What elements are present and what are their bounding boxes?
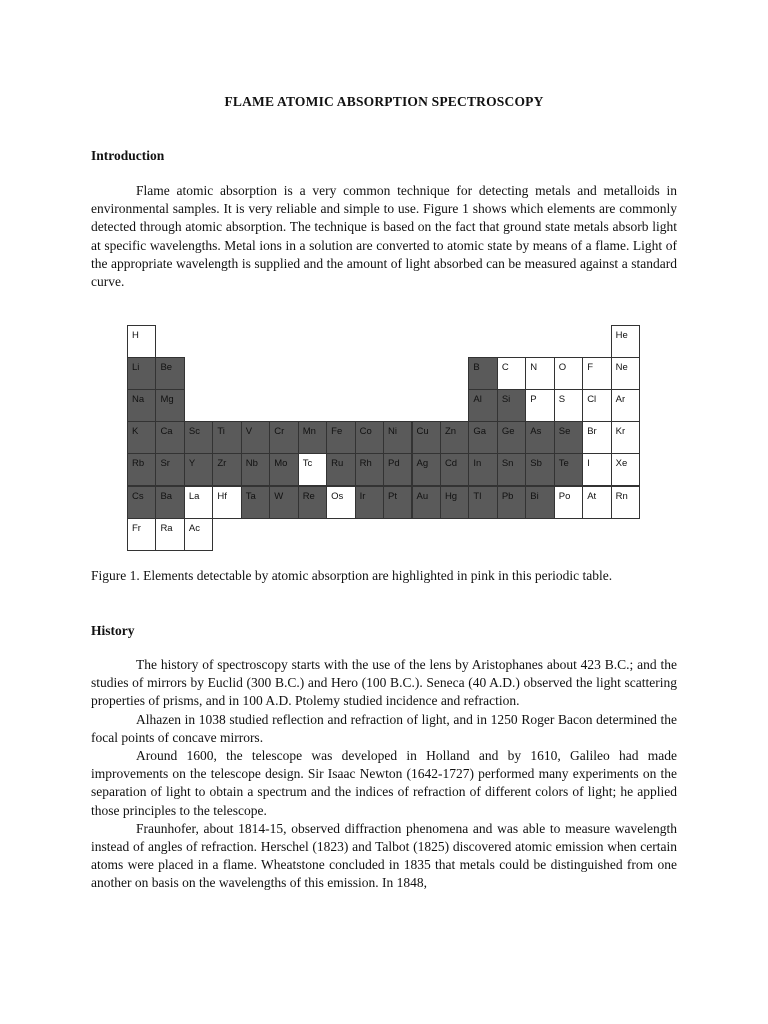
element-cell-be: Be — [155, 357, 184, 390]
element-cell-ga: Ga — [468, 421, 497, 454]
element-cell-tl: Tl — [468, 486, 497, 519]
figure-caption: Figure 1. Elements detectable by atomic absorption are highlighted in pink in this periodic table. — [91, 568, 613, 583]
element-cell-tc: Tc — [298, 453, 327, 486]
element-cell-cl: Cl — [582, 389, 611, 422]
element-cell-ti: Ti — [212, 421, 241, 454]
element-cell-si: Si — [497, 389, 526, 422]
element-cell-sb: Sb — [525, 453, 554, 486]
element-cell-mg: Mg — [155, 389, 184, 422]
element-cell-al: Al — [468, 389, 497, 422]
element-cell-ca: Ca — [155, 421, 184, 454]
element-cell-h: H — [127, 325, 156, 358]
element-cell-in: In — [468, 453, 497, 486]
element-cell-os: Os — [326, 486, 355, 519]
element-cell-la: La — [184, 486, 213, 519]
introduction-paragraph: Flame atomic absorption is a very common technique for detecting metals and metalloids in environmental samples. It is very reliable and simple to use. Figure 1 shows which elements are commonly detected through atomic absorption. The technique is based on the fact that ground state metals absorb light at specific wavelengths. Metal ions in a solution are converted to atomic state by means of a flame. Light of the appropriate wavelength is supplied and the amount of light absorbed can be measured against a standard curve. — [91, 183, 677, 290]
element-cell-br: Br — [582, 421, 611, 454]
element-cell-ac: Ac — [184, 518, 213, 551]
element-cell-li: Li — [127, 357, 156, 390]
history-paragraph: Around 1600, the telescope was developed in Holland and by 1610, Galileo had made improvements on the telescope design. Sir Isaac Newton (1642-1727) performed many experiments on the separation of light to obtain a spectrum and the indices of refraction of different colors of light; he applied those principles to the telescope. — [91, 748, 677, 818]
element-cell-mo: Mo — [269, 453, 298, 486]
element-cell-ni: Ni — [383, 421, 412, 454]
element-cell-fe: Fe — [326, 421, 355, 454]
element-cell-co: Co — [355, 421, 384, 454]
element-cell-b: B — [468, 357, 497, 390]
element-cell-at: At — [582, 486, 611, 519]
element-cell-hf: Hf — [212, 486, 241, 519]
element-cell-xe: Xe — [611, 453, 640, 486]
element-cell-f: F — [582, 357, 611, 390]
element-cell-n: N — [525, 357, 554, 390]
element-cell-ra: Ra — [155, 518, 184, 551]
element-cell-pt: Pt — [383, 486, 412, 519]
element-cell-te: Te — [554, 453, 583, 486]
introduction-heading: Introduction — [91, 148, 165, 163]
element-cell-p: P — [525, 389, 554, 422]
element-cell-sn: Sn — [497, 453, 526, 486]
element-cell-rb: Rb — [127, 453, 156, 486]
element-cell-po: Po — [554, 486, 583, 519]
element-cell-re: Re — [298, 486, 327, 519]
element-cell-sr: Sr — [155, 453, 184, 486]
element-cell-ru: Ru — [326, 453, 355, 486]
element-cell-cu: Cu — [412, 421, 441, 454]
element-cell-pb: Pb — [497, 486, 526, 519]
history-paragraph: The history of spectroscopy starts with the use of the lens by Aristophanes about 423 B.C.; and the studies of mirrors by Euclid (300 B.C.) and Hero (100 B.C.). Seneca (40 A.D.) observed the light scattering properties of prisms, and in 100 A.D. Ptolemy studied incidence and refraction. — [91, 657, 677, 709]
element-cell-ir: Ir — [355, 486, 384, 519]
element-cell-as: As — [525, 421, 554, 454]
history-heading: History — [91, 623, 135, 638]
element-cell-s: S — [554, 389, 583, 422]
element-cell-ta: Ta — [241, 486, 270, 519]
element-cell-au: Au — [412, 486, 441, 519]
element-cell-se: Se — [554, 421, 583, 454]
element-cell-zr: Zr — [212, 453, 241, 486]
element-cell-na: Na — [127, 389, 156, 422]
element-cell-sc: Sc — [184, 421, 213, 454]
element-cell-cr: Cr — [269, 421, 298, 454]
periodic-table-figure — [127, 325, 639, 550]
element-cell-rh: Rh — [355, 453, 384, 486]
element-cell-mn: Mn — [298, 421, 327, 454]
element-cell-bi: Bi — [525, 486, 554, 519]
element-cell-rn: Rn — [611, 486, 640, 519]
element-cell-k: K — [127, 421, 156, 454]
element-cell-ne: Ne — [611, 357, 640, 390]
element-cell-y: Y — [184, 453, 213, 486]
element-cell-ba: Ba — [155, 486, 184, 519]
element-cell-c: C — [497, 357, 526, 390]
element-cell-v: V — [241, 421, 270, 454]
element-cell-fr: Fr — [127, 518, 156, 551]
element-cell-pd: Pd — [383, 453, 412, 486]
page-title: FLAME ATOMIC ABSORPTION SPECTROSCOPY — [224, 94, 544, 109]
element-cell-kr: Kr — [611, 421, 640, 454]
element-cell-ge: Ge — [497, 421, 526, 454]
element-cell-o: O — [554, 357, 583, 390]
element-cell-i: I — [582, 453, 611, 486]
element-cell-w: W — [269, 486, 298, 519]
element-cell-ag: Ag — [412, 453, 441, 486]
history-section — [91, 656, 677, 893]
element-cell-zn: Zn — [440, 421, 469, 454]
element-cell-ar: Ar — [611, 389, 640, 422]
element-cell-cs: Cs — [127, 486, 156, 519]
element-cell-nb: Nb — [241, 453, 270, 486]
history-paragraph: Fraunhofer, about 1814-15, observed diffraction phenomena and was able to measure wavelength instead of angles of refraction. Herschel (1823) and Talbot (1825) discovered atomic emission when certain atoms were placed in a flame. Wheatstone concluded in 1835 that metals could be distinguished from one another on basis on the wavelengths of this emission. In 1848, — [91, 820, 677, 891]
history-paragraph: Alhazen in 1038 studied reflection and refraction of light, and in 1250 Roger Bacon determined the focal points of concave mirrors. — [91, 711, 677, 745]
element-cell-cd: Cd — [440, 453, 469, 486]
element-cell-hg: Hg — [440, 486, 469, 519]
element-cell-he: He — [611, 325, 640, 358]
